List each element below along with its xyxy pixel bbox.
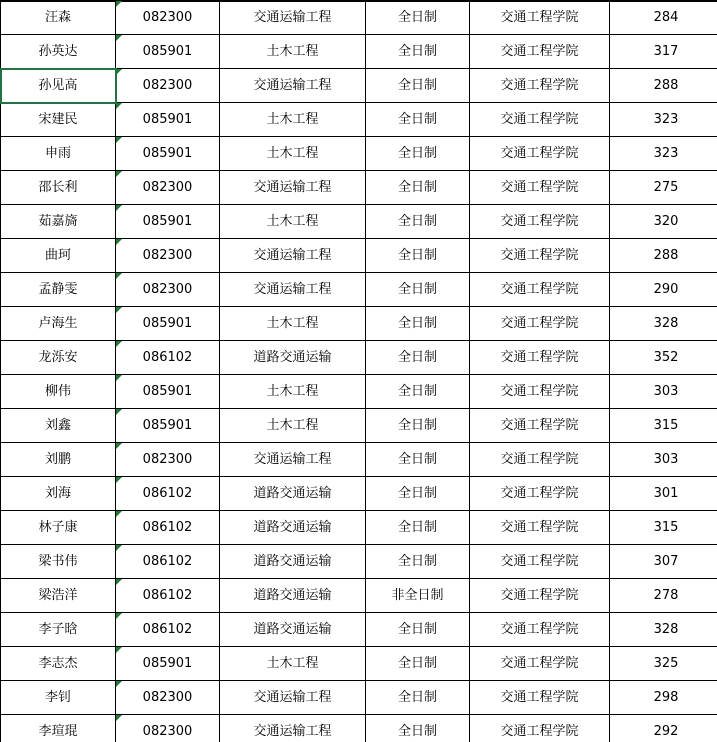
cell-major[interactable]: 道路交通运输 [220,613,366,647]
cell-college[interactable]: 交通工程学院 [470,239,610,273]
cell-major-code[interactable]: 082300 [116,443,220,477]
cell-study-mode[interactable]: 全日制 [366,545,470,579]
cell-major-code[interactable]: 086102 [116,477,220,511]
cell-study-mode[interactable]: 非全日制 [366,579,470,613]
cell-score[interactable]: 284 [610,1,717,35]
cell-college[interactable]: 交通工程学院 [470,69,610,103]
cell-name[interactable]: 孙英达 [1,35,116,69]
cell-score[interactable]: 298 [610,681,717,715]
cell-major[interactable]: 交通运输工程 [220,273,366,307]
cell-college[interactable]: 交通工程学院 [470,715,610,742]
cell-major[interactable]: 土木工程 [220,205,366,239]
table-row [1,341,717,375]
cell-major-code[interactable]: 086102 [116,545,220,579]
cell-study-mode[interactable]: 全日制 [366,715,470,742]
cell-score[interactable]: 315 [610,511,717,545]
cell-college[interactable]: 交通工程学院 [470,511,610,545]
cell-study-mode[interactable]: 全日制 [366,35,470,69]
cell-major[interactable]: 交通运输工程 [220,715,366,742]
cell-name[interactable]: 刘鹏 [1,443,116,477]
cell-score[interactable]: 325 [610,647,717,681]
cell-name[interactable]: 曲珂 [1,239,116,273]
cell-name[interactable]: 刘海 [1,477,116,511]
cell-score[interactable]: 317 [610,35,717,69]
table-row [1,477,717,511]
cell-major-code[interactable]: 082300 [116,681,220,715]
cell-college[interactable]: 交通工程学院 [470,273,610,307]
cell-major-code[interactable]: 085901 [116,307,220,341]
table-row [1,307,717,341]
table-row [1,681,717,715]
cell-major-code[interactable]: 086102 [116,613,220,647]
cell-major-code[interactable]: 085901 [116,137,220,171]
cell-college[interactable]: 交通工程学院 [470,205,610,239]
cell-college[interactable]: 交通工程学院 [470,171,610,205]
cell-major-code[interactable]: 085901 [116,409,220,443]
cell-study-mode[interactable]: 全日制 [366,239,470,273]
cell-major[interactable]: 土木工程 [220,375,366,409]
cell-major[interactable]: 交通运输工程 [220,1,366,35]
table-row [1,1,717,35]
cell-name[interactable]: 李钊 [1,681,116,715]
cell-name[interactable]: 李瑄琨 [1,715,116,742]
cell-major[interactable]: 道路交通运输 [220,477,366,511]
table-row [1,409,717,443]
cell-name[interactable]: 梁书伟 [1,545,116,579]
table-row [1,103,717,137]
cell-college[interactable]: 交通工程学院 [470,375,610,409]
table-row [1,35,717,69]
cell-name[interactable]: 卢海生 [1,307,116,341]
cell-study-mode[interactable]: 全日制 [366,477,470,511]
cell-score[interactable]: 315 [610,409,717,443]
cell-name[interactable]: 申雨 [1,137,116,171]
cell-major-code[interactable]: 082300 [116,171,220,205]
cell-study-mode[interactable]: 全日制 [366,443,470,477]
cell-major[interactable]: 土木工程 [220,103,366,137]
cell-name[interactable]: 孙见高 [1,69,116,103]
cell-score[interactable]: 303 [610,375,717,409]
cell-study-mode[interactable]: 全日制 [366,307,470,341]
cell-name[interactable]: 柳伟 [1,375,116,409]
cell-major-code[interactable]: 082300 [116,69,220,103]
cell-college[interactable]: 交通工程学院 [470,443,610,477]
cell-major[interactable]: 交通运输工程 [220,69,366,103]
cell-major[interactable]: 交通运输工程 [220,681,366,715]
cell-name[interactable]: 孟静雯 [1,273,116,307]
cell-major[interactable]: 土木工程 [220,35,366,69]
cell-score[interactable]: 328 [610,307,717,341]
cell-major-code[interactable]: 082300 [116,273,220,307]
cell-name[interactable]: 李志杰 [1,647,116,681]
cell-score[interactable]: 301 [610,477,717,511]
cell-study-mode[interactable]: 全日制 [366,409,470,443]
table-row [1,69,717,103]
cell-score[interactable]: 275 [610,171,717,205]
table-row [1,239,717,273]
cell-score[interactable]: 288 [610,69,717,103]
cell-study-mode[interactable]: 全日制 [366,647,470,681]
cell-college[interactable]: 交通工程学院 [470,647,610,681]
cell-college[interactable]: 交通工程学院 [470,341,610,375]
table-row [1,171,717,205]
cell-score[interactable]: 320 [610,205,717,239]
cell-study-mode[interactable]: 全日制 [366,511,470,545]
cell-score[interactable]: 307 [610,545,717,579]
cell-study-mode[interactable]: 全日制 [366,103,470,137]
cell-score[interactable]: 288 [610,239,717,273]
table-row [1,375,717,409]
cell-major[interactable]: 交通运输工程 [220,171,366,205]
cell-study-mode[interactable]: 全日制 [366,69,470,103]
cell-score[interactable]: 292 [610,715,717,742]
cell-major[interactable]: 道路交通运输 [220,579,366,613]
cell-major[interactable]: 道路交通运输 [220,341,366,375]
table-row [1,613,717,647]
cell-study-mode[interactable]: 全日制 [366,273,470,307]
table-row [1,715,717,742]
cell-college[interactable]: 交通工程学院 [470,35,610,69]
cell-name[interactable]: 李子晗 [1,613,116,647]
cell-score[interactable]: 278 [610,579,717,613]
cell-college[interactable]: 交通工程学院 [470,477,610,511]
cell-score[interactable]: 328 [610,613,717,647]
cell-major[interactable]: 土木工程 [220,647,366,681]
table-row [1,137,717,171]
cell-score[interactable]: 323 [610,103,717,137]
table-row [1,545,717,579]
cell-name[interactable]: 汪森 [1,1,116,35]
cell-study-mode[interactable]: 全日制 [366,375,470,409]
cell-name[interactable]: 邵长利 [1,171,116,205]
cell-major[interactable]: 交通运输工程 [220,443,366,477]
cell-major-code[interactable]: 085901 [116,375,220,409]
cell-major-code[interactable]: 086102 [116,511,220,545]
cell-name[interactable]: 宋建民 [1,103,116,137]
cell-study-mode[interactable]: 全日制 [366,205,470,239]
cell-name[interactable]: 梁浩洋 [1,579,116,613]
cell-name[interactable]: 龙泺安 [1,341,116,375]
cell-major-code[interactable]: 085901 [116,103,220,137]
cell-major-code[interactable]: 086102 [116,341,220,375]
cell-college[interactable]: 交通工程学院 [470,545,610,579]
cell-name[interactable]: 林子康 [1,511,116,545]
cell-college[interactable]: 交通工程学院 [470,681,610,715]
cell-major[interactable]: 道路交通运输 [220,545,366,579]
table-row [1,273,717,307]
cell-study-mode[interactable]: 全日制 [366,681,470,715]
table-row [1,511,717,545]
cell-major[interactable]: 道路交通运输 [220,511,366,545]
cell-study-mode[interactable]: 全日制 [366,1,470,35]
cell-major[interactable]: 交通运输工程 [220,239,366,273]
cell-college[interactable]: 交通工程学院 [470,579,610,613]
cell-major-code[interactable]: 082300 [116,239,220,273]
cell-college[interactable]: 交通工程学院 [470,409,610,443]
table-row [1,647,717,681]
cell-score[interactable]: 323 [610,137,717,171]
cell-score[interactable]: 352 [610,341,717,375]
cell-major-code[interactable]: 086102 [116,579,220,613]
cell-study-mode[interactable]: 全日制 [366,341,470,375]
cell-study-mode[interactable]: 全日制 [366,171,470,205]
cell-major-code[interactable]: 085901 [116,647,220,681]
cell-college[interactable]: 交通工程学院 [470,103,610,137]
cell-major-code[interactable]: 082300 [116,1,220,35]
cell-major-code[interactable]: 085901 [116,205,220,239]
table-row [1,443,717,477]
cell-major[interactable]: 土木工程 [220,137,366,171]
cell-college[interactable]: 交通工程学院 [470,613,610,647]
cell-score[interactable]: 290 [610,273,717,307]
cell-college[interactable]: 交通工程学院 [470,137,610,171]
table-body [1,1,717,742]
cell-major[interactable]: 土木工程 [220,409,366,443]
cell-major-code[interactable]: 082300 [116,715,220,742]
cell-college[interactable]: 交通工程学院 [470,307,610,341]
cell-name[interactable]: 茹嘉旖 [1,205,116,239]
cell-major[interactable]: 土木工程 [220,307,366,341]
table-row [1,579,717,613]
cell-study-mode[interactable]: 全日制 [366,137,470,171]
cell-college[interactable]: 交通工程学院 [470,1,610,35]
table-row [1,205,717,239]
cell-name[interactable]: 刘鑫 [1,409,116,443]
cell-study-mode[interactable]: 全日制 [366,613,470,647]
cell-major-code[interactable]: 085901 [116,35,220,69]
cell-score[interactable]: 303 [610,443,717,477]
